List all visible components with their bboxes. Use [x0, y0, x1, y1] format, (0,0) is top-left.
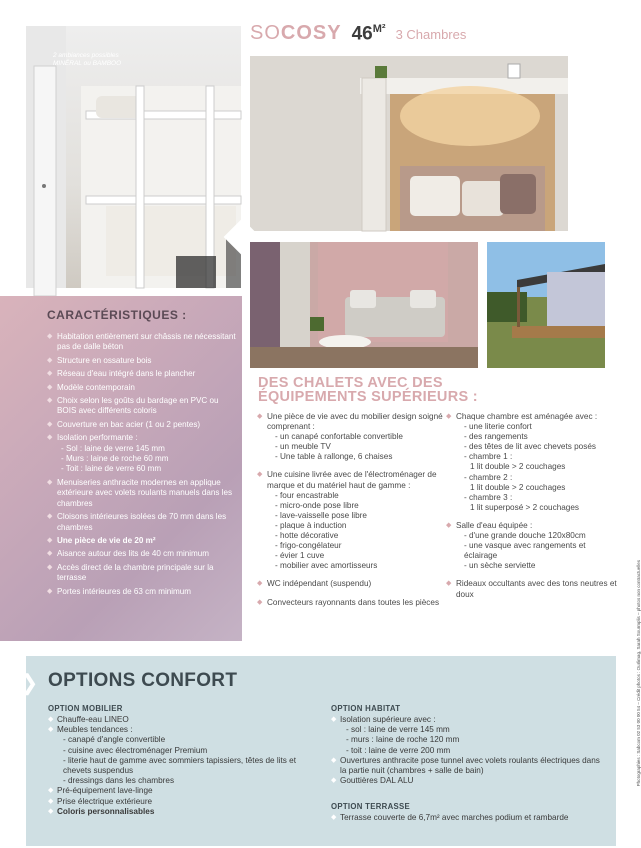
photo-caption: 2 ambiances possibles MINÉRAL ou BAMBOO: [53, 52, 122, 67]
rooms-count: 3 Chambres: [395, 27, 467, 42]
list-item: ◆ Habitation entièrement sur châssis ne nécessitant pas de dalle béton: [47, 332, 237, 353]
chalet-exterior-photo: [487, 242, 605, 368]
list-item: ◆ Prise électrique extérieure: [48, 797, 308, 807]
list-item: ◆ Convecteurs rayonnants dans toutes les pièces: [257, 598, 447, 608]
option-mobilier-title: OPTION MOBILIER: [48, 704, 123, 713]
option-terrasse-title: OPTION TERRASSE: [331, 802, 411, 811]
list-item: ◆ Salle d'eau équipée : - d'une grande douche 120x80cm - une vasque avec rangements et éclairage - un sèche serviette: [446, 521, 621, 571]
options-title: OPTIONS CONFORT: [48, 670, 238, 691]
list-item: ◆ Aisance autour des lits de 40 cm minimum: [47, 549, 237, 559]
list-item: ◆ Cloisons intérieures isolées de 70 mm dans les chambres: [47, 512, 237, 533]
brand-title: SOCOSY: [250, 22, 342, 44]
options-panel: [20, 656, 616, 846]
list-item: ◆ Gouttières DAL ALU: [331, 776, 606, 786]
chalet-exterior-illustration: [487, 242, 605, 368]
bunk-bed-photo: [26, 26, 241, 288]
list-item: ◆ Couverture en bac acier (1 ou 2 pentes): [47, 420, 237, 430]
list-item: ◆ Rideaux occultants avec des tons neutres et doux: [446, 579, 621, 599]
list-item: ◆ Isolation performante : - Sol : laine de verre 145 mm - Murs : laine de roche 60 mm - Toit : laine de verre 60 mm: [47, 433, 237, 475]
photo-credits: Photographies : Sabcom 02 53 00 00 54 – Crédit photos : Ourlimag, Sarah Sourmplis – photos non contractuelles: [636, 560, 641, 787]
list-item: ◆ WC indépendant (suspendu): [257, 579, 447, 589]
living-room-illustration: [250, 242, 478, 368]
equipment-title: DES CHALETS AVEC DES ÉQUIPEMENTS SUPÉRIEURS :: [258, 375, 478, 405]
features-panel: [0, 296, 242, 641]
list-item: ◆ Modèle contemporain: [47, 383, 237, 393]
living-room-photo: [250, 242, 478, 368]
list-item: ◆ Réseau d'eau intégré dans le plancher: [47, 369, 237, 379]
equipment-left-column: [257, 412, 447, 616]
list-item: ◆ Choix selon les goûts du bardage en PVC ou BOIS avec différents coloris: [47, 396, 237, 417]
bedroom-illustration: [250, 56, 568, 231]
list-item: ◆ Meubles tendances : - canapé d'angle convertible - cuisine avec électroménager Premium - literie haut de gamme avec sommiers tapissiers, têtes de lits et chevets suspendus - dressings dans les chambres: [48, 725, 308, 786]
list-item: ◆ Isolation supérieure avec : - sol : laine de verre 145 mm - murs : laine de roche 120 mm - toit : laine de verre 200 mm: [331, 715, 606, 756]
option-mobilier: [48, 704, 308, 817]
list-item: ◆ Une pièce de vie de 20 m²: [47, 536, 237, 546]
list-item: ◆ Coloris personnalisables: [48, 807, 308, 817]
equipment-right-column: [446, 412, 621, 608]
list-item: ◆ Structure en ossature bois: [47, 356, 237, 366]
list-item: ◆ Chauffe-eau LINEO: [48, 715, 308, 725]
list-item: ◆ Chaque chambre est aménagée avec : - une literie confort - des rangements - des têtes de lit avec chevets posés - chambre 1 : 1 lit double > 2 couchages - chambre 2 : 1 lit double > 2 couchages - chambre 3 : 1 lit superposé > 2 couchages: [446, 412, 621, 513]
list-item: ◆ Une pièce de vie avec du mobilier design soigné comprenant : - un canapé confortable convertible - un meuble TV - Une table à rallonge, 6 chaises: [257, 412, 447, 462]
list-item: ◆ Terrasse couverte de 6,7m² avec marches podium et rambarde: [331, 813, 606, 823]
features-list: [47, 332, 237, 600]
option-habitat: [331, 704, 606, 786]
bedroom-photo: [250, 56, 568, 231]
list-item: ◆ Ouvertures anthracite pose tunnel avec volets roulants électriques dans la partie nuit (chambres + salle de bain): [331, 756, 606, 776]
list-item: ◆ Menuiseries anthracite modernes en applique extérieure avec volets roulants manuels dans les chambres: [47, 478, 237, 509]
option-habitat-title: OPTION HABITAT: [331, 704, 401, 713]
features-title: CARACTÉRISTIQUES :: [47, 308, 187, 322]
area-value: $46^{M^2}$: [351, 22, 386, 44]
chevron-right-icon: ❯: [20, 670, 39, 695]
option-terrasse: [331, 802, 606, 823]
page-header: [250, 22, 466, 52]
list-item: ◆ Pré-équipement lave-linge: [48, 786, 308, 796]
list-item: ◆ Accès direct de la chambre principale sur la terrasse: [47, 563, 237, 584]
list-item: ◆ Une cuisine livrée avec de l'électroménager de marque et du matériel haut de gamme : - four encastrable - micro-onde pose libre - lave-vaisselle pose libre - plaque à induction - hotte décorative - frigo-congélateur - évier 1 cuve - mobilier avec amortisseurs: [257, 470, 447, 571]
list-item: ◆ Portes intérieures de 63 cm minimum: [47, 587, 237, 597]
